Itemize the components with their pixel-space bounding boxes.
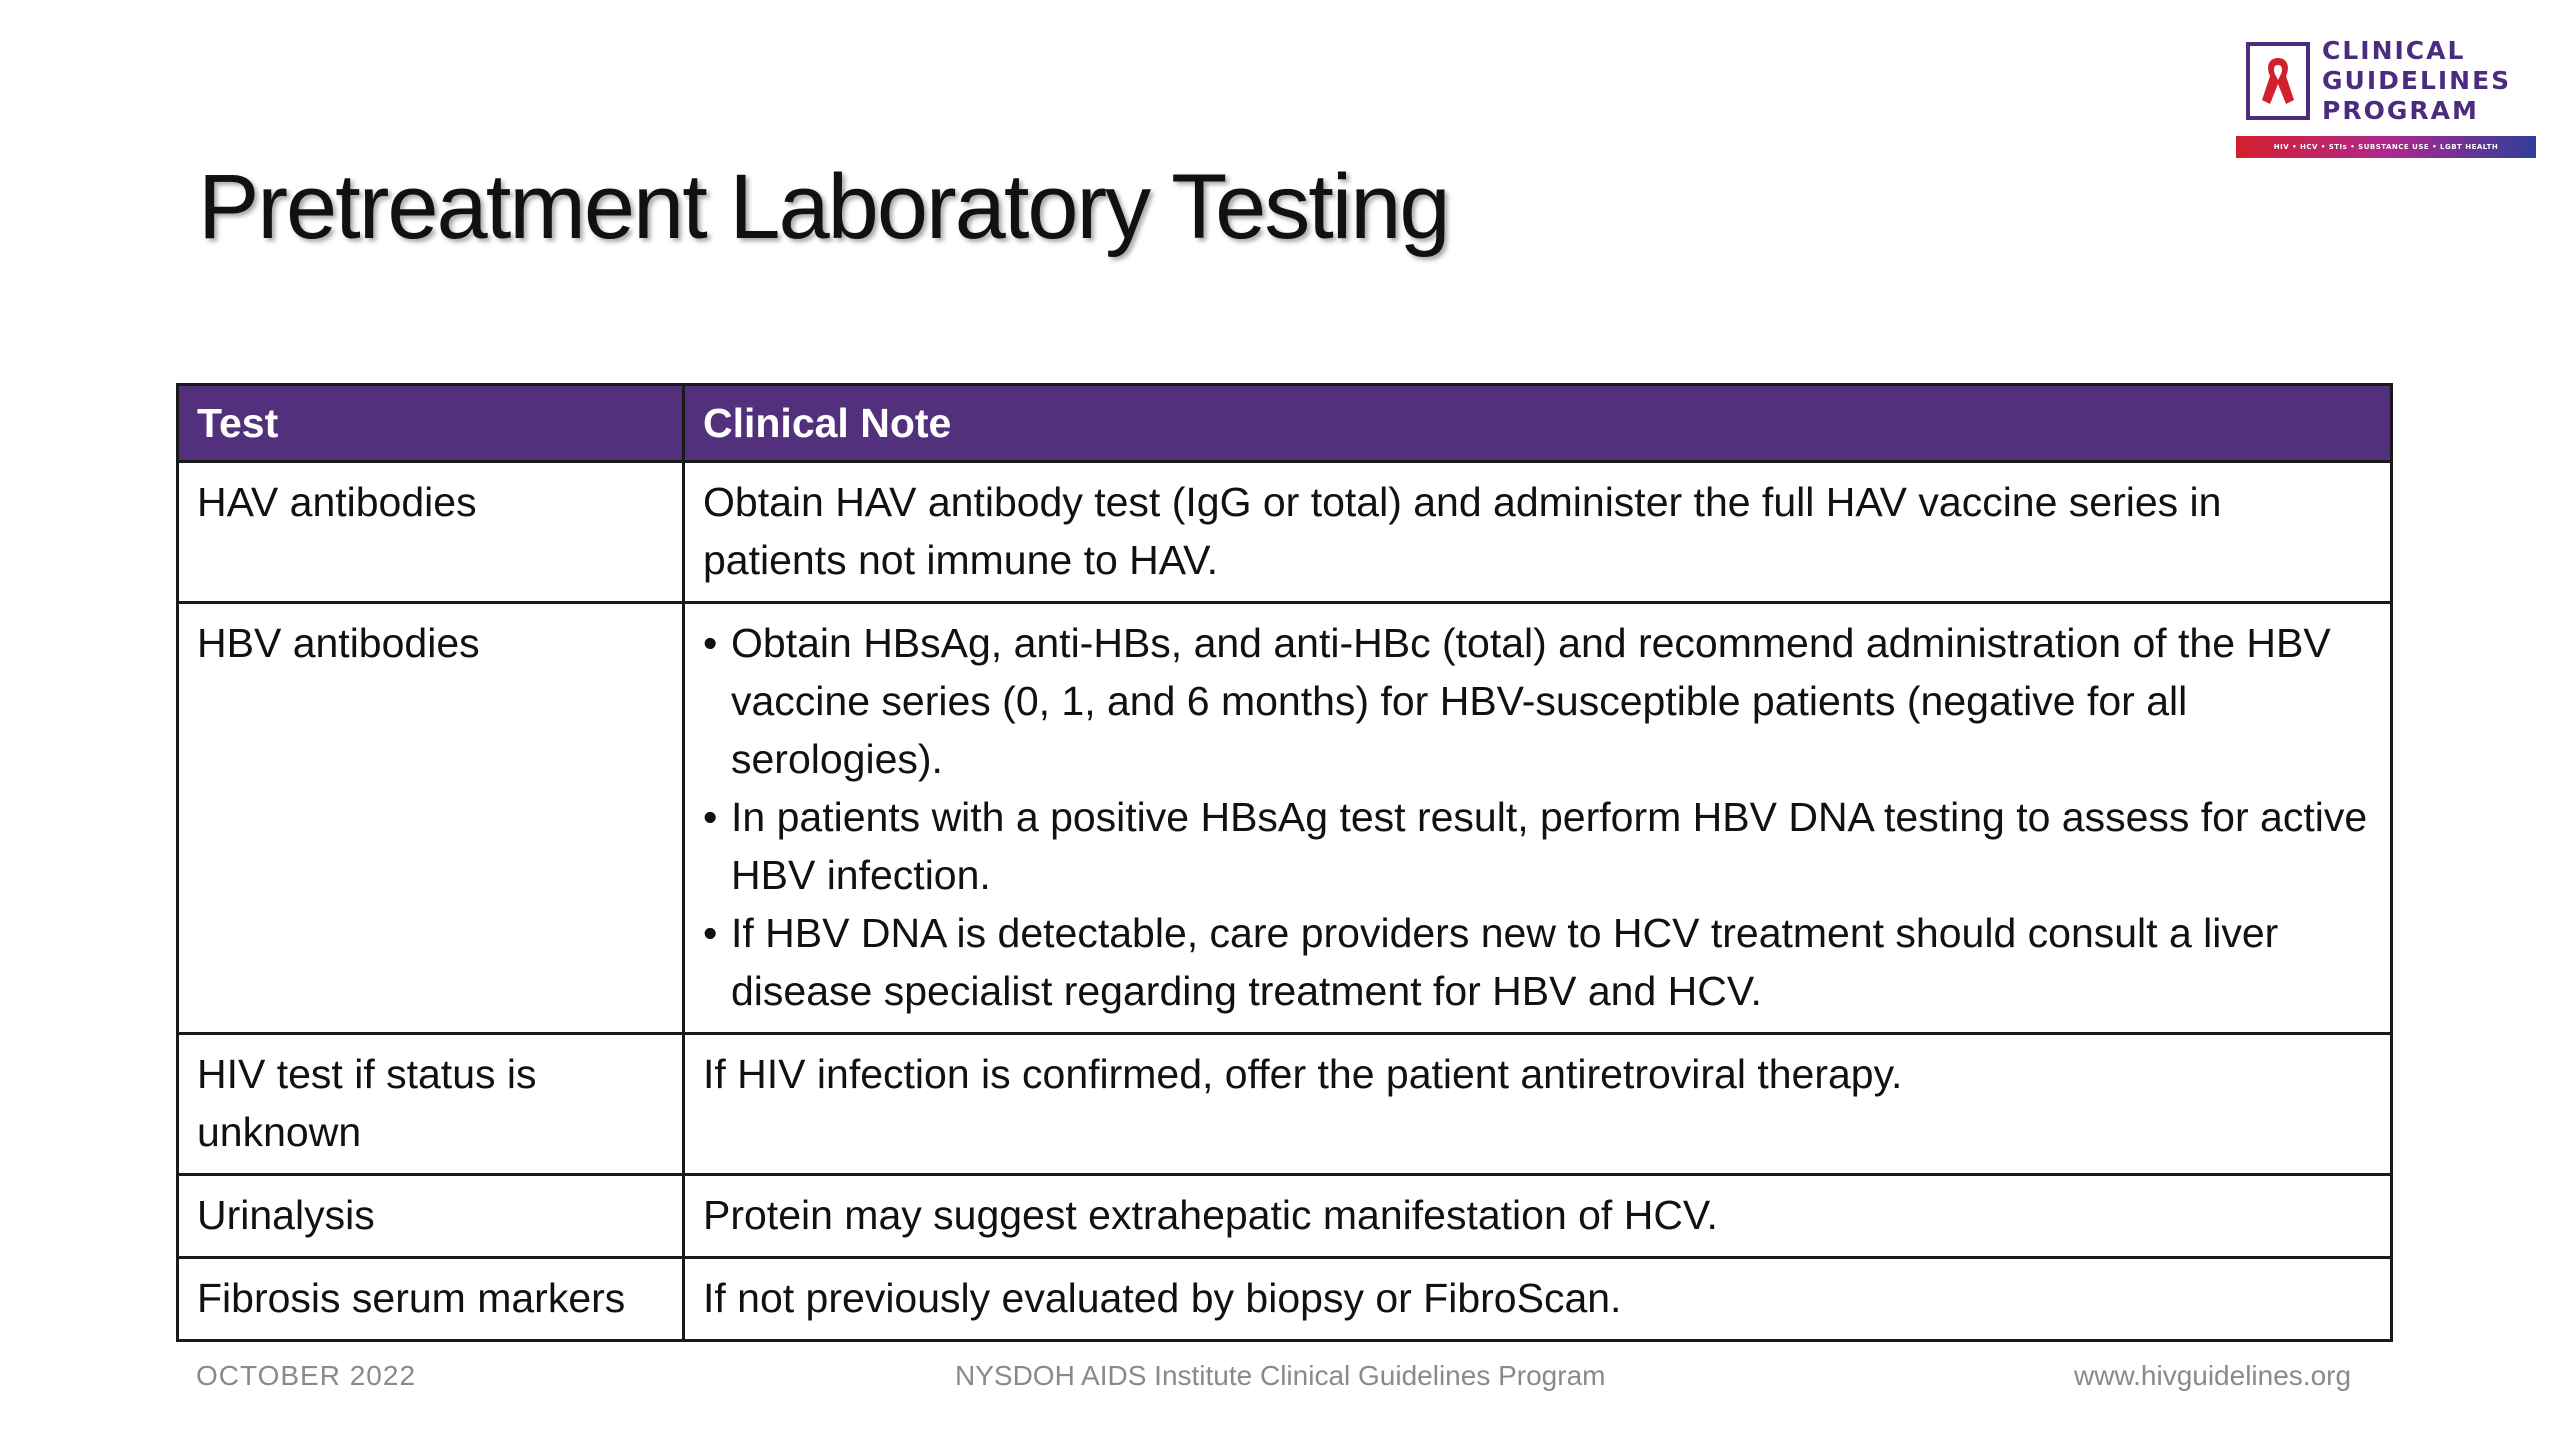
table-row xyxy=(178,1175,2392,1258)
test-cell: Urinalysis xyxy=(178,1175,684,1258)
note-cell: Obtain HAV antibody test (IgG or total) and administer the full HAV vaccine series in patients not immune to HAV. xyxy=(684,462,2392,603)
note-bullet-list xyxy=(703,614,2372,1020)
note-cell: If not previously evaluated by biopsy or FibroScan. xyxy=(684,1258,2392,1341)
note-bullet: • Obtain HBsAg, anti-HBs, and anti-HBc (total) and recommend administration of the HBV vaccine series (0, 1, and 6 months) for HBV-susceptible patients (negative for all serologies). xyxy=(703,614,2372,788)
footer-date: OCTOBER 2022 xyxy=(196,1360,417,1391)
logo-line-1: CLINICAL xyxy=(2322,36,2466,65)
footer-program-name: NYSDOH AIDS Institute Clinical Guidelines Program xyxy=(955,1360,1606,1391)
column-header-test: Test xyxy=(178,385,684,462)
red-ribbon-icon xyxy=(2258,54,2298,110)
logo-tagline: HIV • HCV • STIs • SUBSTANCE USE • LGBT HEALTH xyxy=(2236,136,2536,158)
lab-testing-table xyxy=(176,383,2393,1342)
logo-line-3: PROGRAM xyxy=(2322,96,2479,125)
test-cell: HAV antibodies xyxy=(178,462,684,603)
table-row xyxy=(178,462,2392,603)
note-cell xyxy=(684,603,2392,1034)
logo-frame xyxy=(2246,42,2310,120)
table-row xyxy=(178,603,2392,1034)
table-header-row xyxy=(178,385,2392,462)
note-bullet: • If HBV DNA is detectable, care providers new to HCV treatment should consult a liver disease specialist regarding treatment for HBV and HCV. xyxy=(703,904,2372,1020)
table-row xyxy=(178,1034,2392,1175)
test-cell: Fibrosis serum markers xyxy=(178,1258,684,1341)
page-title: Pretreatment Laboratory Testing xyxy=(198,156,1449,258)
note-cell: Protein may suggest extrahepatic manifestation of HCV. xyxy=(684,1175,2392,1258)
note-cell: If HIV infection is confirmed, offer the patient antiretroviral therapy. xyxy=(684,1034,2392,1175)
column-header-clinical-note: Clinical Note xyxy=(684,385,2392,462)
footer-url: www.hivguidelines.org xyxy=(2074,1360,2352,1391)
logo-wordmark xyxy=(2322,36,2536,126)
clinical-guidelines-logo xyxy=(2236,36,2536,160)
logo-line-2: GUIDELINES xyxy=(2322,66,2512,95)
table-row xyxy=(178,1258,2392,1341)
test-cell: HIV test if status is unknown xyxy=(178,1034,684,1175)
note-bullet: • In patients with a positive HBsAg test result, perform HBV DNA testing to assess for active HBV infection. xyxy=(703,788,2372,904)
test-cell: HBV antibodies xyxy=(178,603,684,1034)
